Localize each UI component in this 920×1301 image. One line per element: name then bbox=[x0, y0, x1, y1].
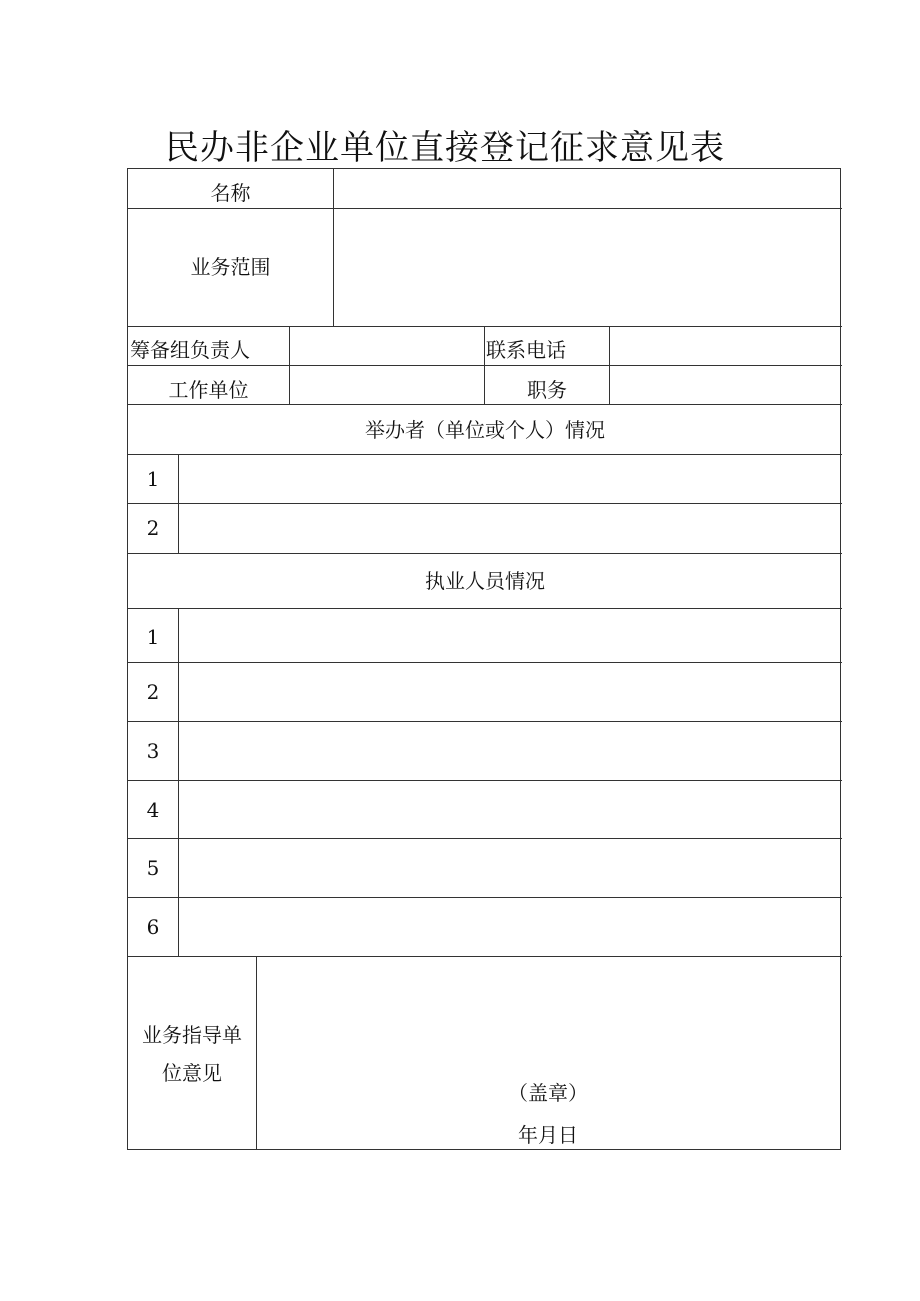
page-title: 民办非企业单位直接登记征求意见表 bbox=[165, 128, 725, 168]
organizer-row-field[interactable] bbox=[179, 504, 841, 553]
practitioner-row-number: 3 bbox=[146, 739, 160, 763]
practitioner-section-heading: 执业人员情况 bbox=[425, 569, 545, 593]
practitioner-row-field[interactable] bbox=[179, 898, 841, 956]
date-text: 年月日 bbox=[518, 1123, 578, 1147]
work-unit-field[interactable] bbox=[290, 366, 484, 404]
position-label: 职务 bbox=[527, 378, 567, 402]
practitioner-row-number: 5 bbox=[146, 856, 160, 880]
practitioner-row-field[interactable] bbox=[179, 839, 841, 897]
form-table bbox=[127, 168, 841, 1150]
practitioner-row-field[interactable] bbox=[179, 781, 841, 838]
organizer-row-number: 1 bbox=[146, 467, 160, 491]
practitioner-row-number: 1 bbox=[146, 625, 160, 649]
guidance-opinion-field[interactable] bbox=[257, 957, 841, 1150]
organizer-row-field[interactable] bbox=[179, 455, 841, 503]
position-field[interactable] bbox=[610, 366, 841, 404]
organizer-row-number: 2 bbox=[146, 516, 160, 540]
row-divider bbox=[128, 404, 842, 405]
name-label: 名称 bbox=[210, 181, 251, 205]
work-unit-label: 工作单位 bbox=[168, 378, 249, 402]
practitioner-row-number: 2 bbox=[146, 680, 160, 704]
contact-phone-label: 联系电话 bbox=[486, 338, 566, 362]
guidance-opinion-label-line1: 业务指导单 bbox=[142, 1023, 242, 1047]
business-scope-field[interactable] bbox=[334, 209, 841, 326]
practitioner-row-number: 6 bbox=[146, 915, 160, 939]
preparatory-leader-label: 筹备组负责人 bbox=[130, 338, 250, 362]
row-divider bbox=[128, 553, 842, 554]
name-field[interactable] bbox=[334, 169, 841, 208]
business-scope-label: 业务范围 bbox=[190, 255, 271, 279]
contact-phone-field[interactable] bbox=[610, 327, 841, 365]
practitioner-row-number: 4 bbox=[146, 798, 160, 822]
practitioner-row-field[interactable] bbox=[179, 663, 841, 721]
preparatory-leader-field[interactable] bbox=[290, 327, 484, 365]
guidance-opinion-label-line2: 位意见 bbox=[162, 1061, 222, 1085]
organizer-section-heading: 举办者（单位或个人）情况 bbox=[365, 418, 605, 442]
practitioner-row-field[interactable] bbox=[179, 609, 841, 662]
seal-text: （盖章） bbox=[508, 1081, 588, 1105]
practitioner-row-field[interactable] bbox=[179, 722, 841, 780]
